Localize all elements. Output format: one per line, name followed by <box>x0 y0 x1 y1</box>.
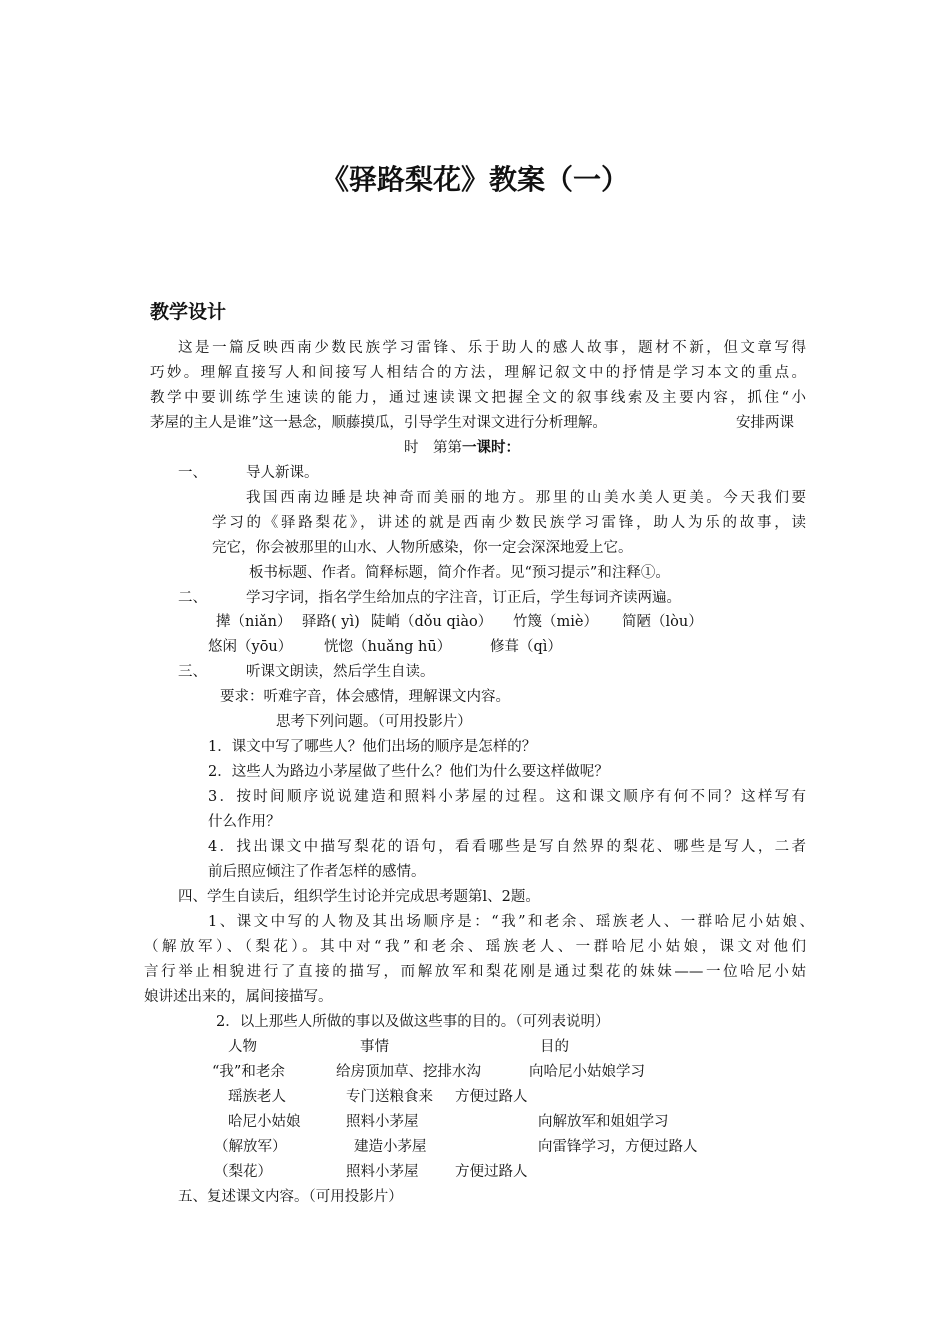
table-cell: 向哈尼小姑娘学习 <box>529 1064 645 1080</box>
vocab-word: 陡峭（dǒu qiào） <box>371 614 493 630</box>
table-cell: 瑶族老人 <box>228 1089 286 1105</box>
answer-line: （解放军）、（梨花）。其中对“我”和老余、瑶族老人、一群哈尼小姑娘，课文对他们 <box>144 939 806 955</box>
step-body-line: 我国西南边睡是块神奇而美丽的地方。那里的山美水美人更美。今天我们要 <box>246 490 806 506</box>
vocab-word: 竹篾（miè） <box>513 614 598 630</box>
table-header: 事情 <box>360 1039 389 1055</box>
step-note: 板书标题、作者。简释标题，简介作者。见“预习提示”和注释①。 <box>249 565 670 581</box>
table-cell: 建造小茅屋 <box>354 1139 427 1155</box>
question-line: 4．找出课文中描写梨花的语句，看看哪些是写自然界的梨花、哪些是写人，二者 <box>208 839 806 855</box>
step-title: 学习字词，指名学生给加点的字注音，订正后，学生每词齐读两遍。 <box>246 590 681 606</box>
step-think: 思考下列问题。（可用投影片） <box>276 714 472 730</box>
vocab-word: 驿路( yì) <box>302 614 360 630</box>
table-cell: 方便过路人 <box>455 1089 528 1105</box>
step-title: 听课文朗读，然后学生自读。 <box>246 664 435 680</box>
intro-line: 这是一篇反映西南少数民族学习雷锋、乐于助人的感人故事，题材不新，但文章写得 <box>178 340 806 356</box>
lesson-label: 时 第第一课时： <box>404 440 520 456</box>
table-cell: 照料小茅屋 <box>346 1114 419 1130</box>
table-cell: 向雷锋学习，方便过路人 <box>538 1139 698 1155</box>
table-cell: 方便过路人 <box>455 1164 528 1180</box>
table-header: 目的 <box>540 1039 569 1055</box>
question-line: 2．这些人为路边小茅屋做了些什么？他们为什么要这样做呢？ <box>208 764 609 780</box>
vocab-word: 撵（niǎn） <box>216 614 292 630</box>
question-line: 3．按时间顺序说说建造和照料小茅屋的过程。这和课文顺序有何不同？这样写有 <box>208 789 806 805</box>
intro-line: 安排两课 <box>736 415 794 431</box>
table-cell: 专门送粮食来 <box>346 1089 433 1105</box>
vocab-word: 恍惚（huǎng hū） <box>324 639 452 655</box>
table-cell: （梨花） <box>214 1164 272 1180</box>
table-cell: 哈尼小姑娘 <box>228 1114 301 1130</box>
table-cell: 向解放军和姐姐学习 <box>538 1114 669 1130</box>
table-header: 人物 <box>228 1039 257 1055</box>
answer-line: 1、课文中写的人物及其出场顺序是：“我”和老余、瑶族老人、一群哈尼小姑娘、 <box>208 914 814 930</box>
step-body-line: 学习的《驿路梨花》，讲述的就是西南少数民族学习雷锋，助人为乐的故事，读 <box>212 515 806 531</box>
document-title: 《驿路梨花》教案（一） <box>320 163 629 196</box>
step-requirement: 要求：听难字音，体会感情，理解课文内容。 <box>220 689 510 705</box>
question-line: 1．课文中写了哪些人？他们出场的顺序是怎样的？ <box>208 739 537 755</box>
table-cell: （解放军） <box>214 1139 287 1155</box>
table-cell: “我”和老余 <box>212 1064 285 1080</box>
answer-line: 娘讲述出来的，属间接描写。 <box>144 989 333 1005</box>
table-cell: 给房顶加草、挖排水沟 <box>336 1064 481 1080</box>
vocab-word: 悠闲（yōu） <box>208 639 293 655</box>
step-title: 导人新课。 <box>246 465 319 481</box>
question-line: 什么作用？ <box>208 814 281 830</box>
vocab-word: 简陋（lòu） <box>622 614 703 630</box>
answer-line: 2．以上那些人所做的事以及做这些事的目的。（可列表说明） <box>216 1014 610 1030</box>
step-number: 一、 <box>178 465 207 481</box>
answer-line: 言行举止相貌进行了直接的描写，而解放军和梨花刚是通过梨花的妹妹——一位哈尼小姑 <box>144 964 806 980</box>
step-number: 三、 <box>178 664 207 680</box>
lesson-label-bold: 一课时： <box>462 440 520 456</box>
intro-line: 茅屋的主人是谁”这一悬念，顺藤摸瓜，引导学生对课文进行分析理解。 <box>150 415 607 431</box>
question-line: 前后照应倾注了作者怎样的感情。 <box>208 864 426 880</box>
table-cell: 照料小茅屋 <box>346 1164 419 1180</box>
step-number: 二、 <box>178 590 207 606</box>
vocab-word: 修葺（qì） <box>490 639 562 655</box>
intro-line: 教学中要训练学生速读的能力，通过速读课文把握全文的叙事线索及主要内容，抓住“小 <box>150 390 806 406</box>
step-title: 四、学生自读后，组织学生讨论并完成思考题第l、2题。 <box>178 889 540 905</box>
step-title: 五、复述课文内容。（可用投影片） <box>178 1189 403 1205</box>
section-heading: 教学设计 <box>150 301 227 323</box>
step-body-line: 完它，你会被那里的山水、人物所感染，你一定会深深地爱上它。 <box>212 540 633 556</box>
intro-line: 巧妙。理解直接写人和间接写人相结合的方法，理解记叙文中的抒情是学习本文的重点。 <box>150 365 806 381</box>
